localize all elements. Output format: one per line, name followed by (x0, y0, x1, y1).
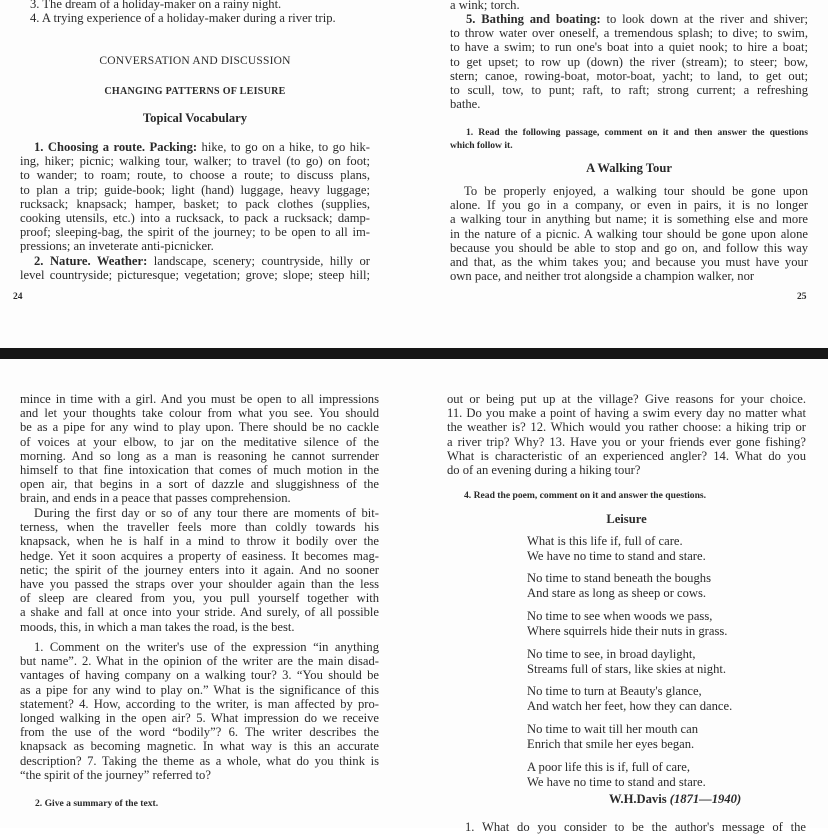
subheading: Topical Vocabulary (142, 111, 248, 125)
passage-line: To be properly enjoyed, a walking tour should be gone upon (464, 184, 808, 198)
passage-line: terness, when the traveller feels more than coldly towards his (20, 520, 379, 535)
chapter-heading: CHANGING PATTERNS OF LEISURE (104, 86, 286, 97)
vocab-line: proof; sleeping-bag, the spirit of the journey; to be open to all im- (20, 225, 370, 240)
vocab-line: to plan a trip; guide-book; light (hand) luggage, heavy luggage; (20, 182, 370, 197)
vocab-term: 5. Bathing and boating: (466, 12, 601, 26)
poem-line: Streams full of stars, like skies at night. (527, 661, 727, 676)
vocab-line: pressions; an inveterate anti-picnicker. (20, 239, 214, 254)
vocab-text: hike, to go on a hike, to go hik- (197, 140, 371, 154)
vocab-line: bathe. (450, 97, 481, 112)
question-line: What is characteristic of an experienced angler? 14. What do you (447, 448, 806, 463)
exercise-instruction: 1. Read the following passage, comment on it and then answer the questions (466, 127, 808, 138)
exercise-instruction: 4. Read the poem, comment on it and answer the questions. (464, 490, 707, 501)
passage-line: alone. If you go in a company, or even in pairs, it is no longer (450, 198, 808, 213)
poem-line: And stare as long as sheep or cows. (527, 585, 707, 600)
author-dates: (1871—1940) (669, 792, 742, 806)
question-line: do of an evening during a hiking tour? (447, 463, 641, 477)
question-line: longed walking in the open air? 5. What impression do we receive (20, 711, 379, 725)
vocab-line: to get upset; to row up (down) the river (stream); to steer; bow, (450, 54, 808, 69)
exercise-instruction: 2. Give a summary of the text. (35, 798, 159, 809)
question-line: knapsack as becoming magnetic. In what way is this an accurate (20, 739, 379, 754)
question-line: from the use of the word “bodily”? 6. The writer describes the (20, 725, 379, 740)
passage-line: of voices at your elbow, to jar on the meditative silence of the (20, 434, 379, 449)
poem-line: No time to wait till her mouth can (527, 722, 699, 736)
poem-line: No time to see, in broad daylight, (527, 647, 696, 661)
passage-line: netic; the spirit of the journey enters into it again. And no sooner (20, 562, 379, 577)
question-line: 1. What do you consider to be the author's message of the (465, 820, 806, 834)
vocab-line: ing, hiker; picnic; walking tour, walker; to travel (to go) on foot; (20, 154, 370, 169)
vocab-paragraph-5 (466, 12, 808, 26)
page-number: 25 (797, 292, 807, 302)
poem-line: We have no time to stand and stare. (527, 548, 706, 563)
passage-line: because you should be able to stop and go on, and follow this way (450, 240, 808, 255)
poem-line: Where squirrels hide their nuts in grass. (527, 623, 728, 638)
passage-line: of sleep are cleared from you, you pull yourself together with (20, 591, 379, 606)
poem-line: Enrich that smile her eyes began. (527, 736, 695, 751)
passage-line: hedge. Yet it soon acquires a property of easiness. It becomes mag- (20, 548, 379, 563)
question-line: a river trip? Why? 13. Have you or your friends ever gone fishing? (447, 434, 806, 449)
passage-line: a walking tour in anything but name; it is something else and more (450, 212, 808, 227)
topic-item: 4. A trying experience of a holiday-maker during a river trip. (30, 11, 336, 25)
passage-line: himself to that fine intoxication that comes of much motion in the (20, 463, 379, 477)
top-book-spread (0, 0, 828, 348)
passage-line: be as a pipe for any wind to play upon. There should be no cackle (20, 420, 379, 435)
passage-line: own pace, and neither trot alongside a champion walker, nor (450, 269, 755, 284)
question-line: out or being put up at the village? Give reasons for your choice. (447, 392, 806, 406)
poem-line: No time to stand beneath the boughs (527, 571, 711, 585)
passage-line: brain, and ends in a peace that passes comprehension. (20, 491, 291, 506)
question-line: vantages of having company on a walking tour? 3. “You should be (20, 668, 379, 683)
question-line: statement? 4. How, according to the writer, is man affected by pro- (20, 696, 379, 711)
vocab-line: to scull, tow, to punt; raft, to raft; strong current; a refreshing (450, 83, 808, 97)
poem-line: What is this life if, full of care. (527, 534, 683, 548)
vocab-line: cooking utensils, etc.) into a rucksack, to pack a rucksack; damp- (20, 211, 370, 225)
poem-author (609, 792, 741, 806)
vocab-line: level countryside; picturesque; vegetation; grove; slope; steep hill; (20, 268, 370, 282)
passage-line: During the first day or so of any tour there are moments of bit- (34, 506, 379, 520)
passage-line: a shake and fall at once into your stride. And surely, of all possible (20, 605, 379, 620)
page-number: 24 (13, 292, 23, 302)
vocab-term: 2. Nature. Weather: (34, 254, 148, 268)
poem-line: We have no time to stand and stare. (527, 774, 706, 789)
question-line: as a pipe for any wind to play on.” What is the significance of this (20, 682, 379, 697)
vocab-line: to wander; to roam; route, to choose a route; to discuss plans, (20, 168, 370, 183)
question-line: but name”. 2. What in the opinion of the writer are the main disad- (20, 654, 379, 669)
poem-line: And watch her feet, how they can dance. (527, 698, 733, 713)
poem-line: No time to see when woods we pass, (527, 609, 713, 623)
exercise-instruction: which follow it. (450, 140, 513, 151)
topic-item: 3. The dream of a holiday-maker on a rainy night. (30, 0, 282, 11)
passage-line: morning. And so long as a man is reasoning he cannot surrender (20, 448, 379, 463)
author-name: W.H.Davis (609, 792, 667, 806)
vocab-line: to have a swim; to run one's boat into a quiet nook; to hire a boat; (450, 40, 808, 55)
vocab-text: landscape, scenery; countryside, hilly or (147, 254, 371, 268)
passage-line: moods, this, in which a man takes the road, is the best. (20, 619, 295, 634)
bottom-book-spread (0, 359, 828, 834)
question-line: “the spirit of the journey” referred to? (20, 767, 211, 782)
vocab-line: to throw water over oneself, a tremendous splash; to dive; to swim, (450, 26, 808, 41)
passage-line: and let your thoughts take colour from what you see. You should (20, 406, 379, 421)
question-line: 11. Do you make a point of having a swim every day no matter what (447, 406, 806, 421)
passage-line: knapsack, when he is half in a mind to throw it bodily over the (20, 534, 379, 549)
vocab-text: to look down at the river and shiver; (600, 12, 808, 26)
page-separator (0, 348, 828, 359)
poem-line: A poor life this is if, full of care, (527, 760, 690, 774)
passage-line: in the nature of a picnic. A walking tour should be gone upon alone (450, 226, 808, 241)
passage-line: have you passed the straps over your shoulder again than the less (20, 577, 379, 591)
question-line: description? 7. Taking the theme as a whole, what do you think is (20, 753, 379, 768)
vocab-line: a wink; torch. (450, 0, 520, 12)
section-heading: CONVERSATION AND DISCUSSION (99, 55, 291, 67)
poem-line: No time to turn at Beauty's glance, (527, 684, 702, 698)
question-line: the weather is? 12. Which would you rather choose: a hiking trip or (447, 420, 806, 435)
passage-line: and that, as the whim takes you; and because you must have your (450, 255, 808, 269)
passage-line: open air, that begins in a sort of dazzle and sluggishness of the (20, 477, 379, 492)
poem-title: Leisure (606, 512, 647, 526)
vocab-paragraph-1 (34, 140, 370, 154)
vocab-paragraph-2 (34, 254, 370, 268)
passage-title: A Walking Tour (586, 161, 672, 175)
vocab-line: rucksack; knapsack; hamper, basket; to pack clothes (supplies, (20, 196, 370, 211)
question-line: 1. Comment on the writer's use of the expression “in anything (34, 640, 379, 654)
passage-line: mince in time with a girl. And you must be open to all impressions (20, 392, 379, 406)
vocab-term: 1. Choosing a route. Packing: (34, 140, 198, 154)
vocab-line: stern; canoe, rowing-boat, motor-boat, yacht; to land, to get out; (450, 68, 808, 83)
